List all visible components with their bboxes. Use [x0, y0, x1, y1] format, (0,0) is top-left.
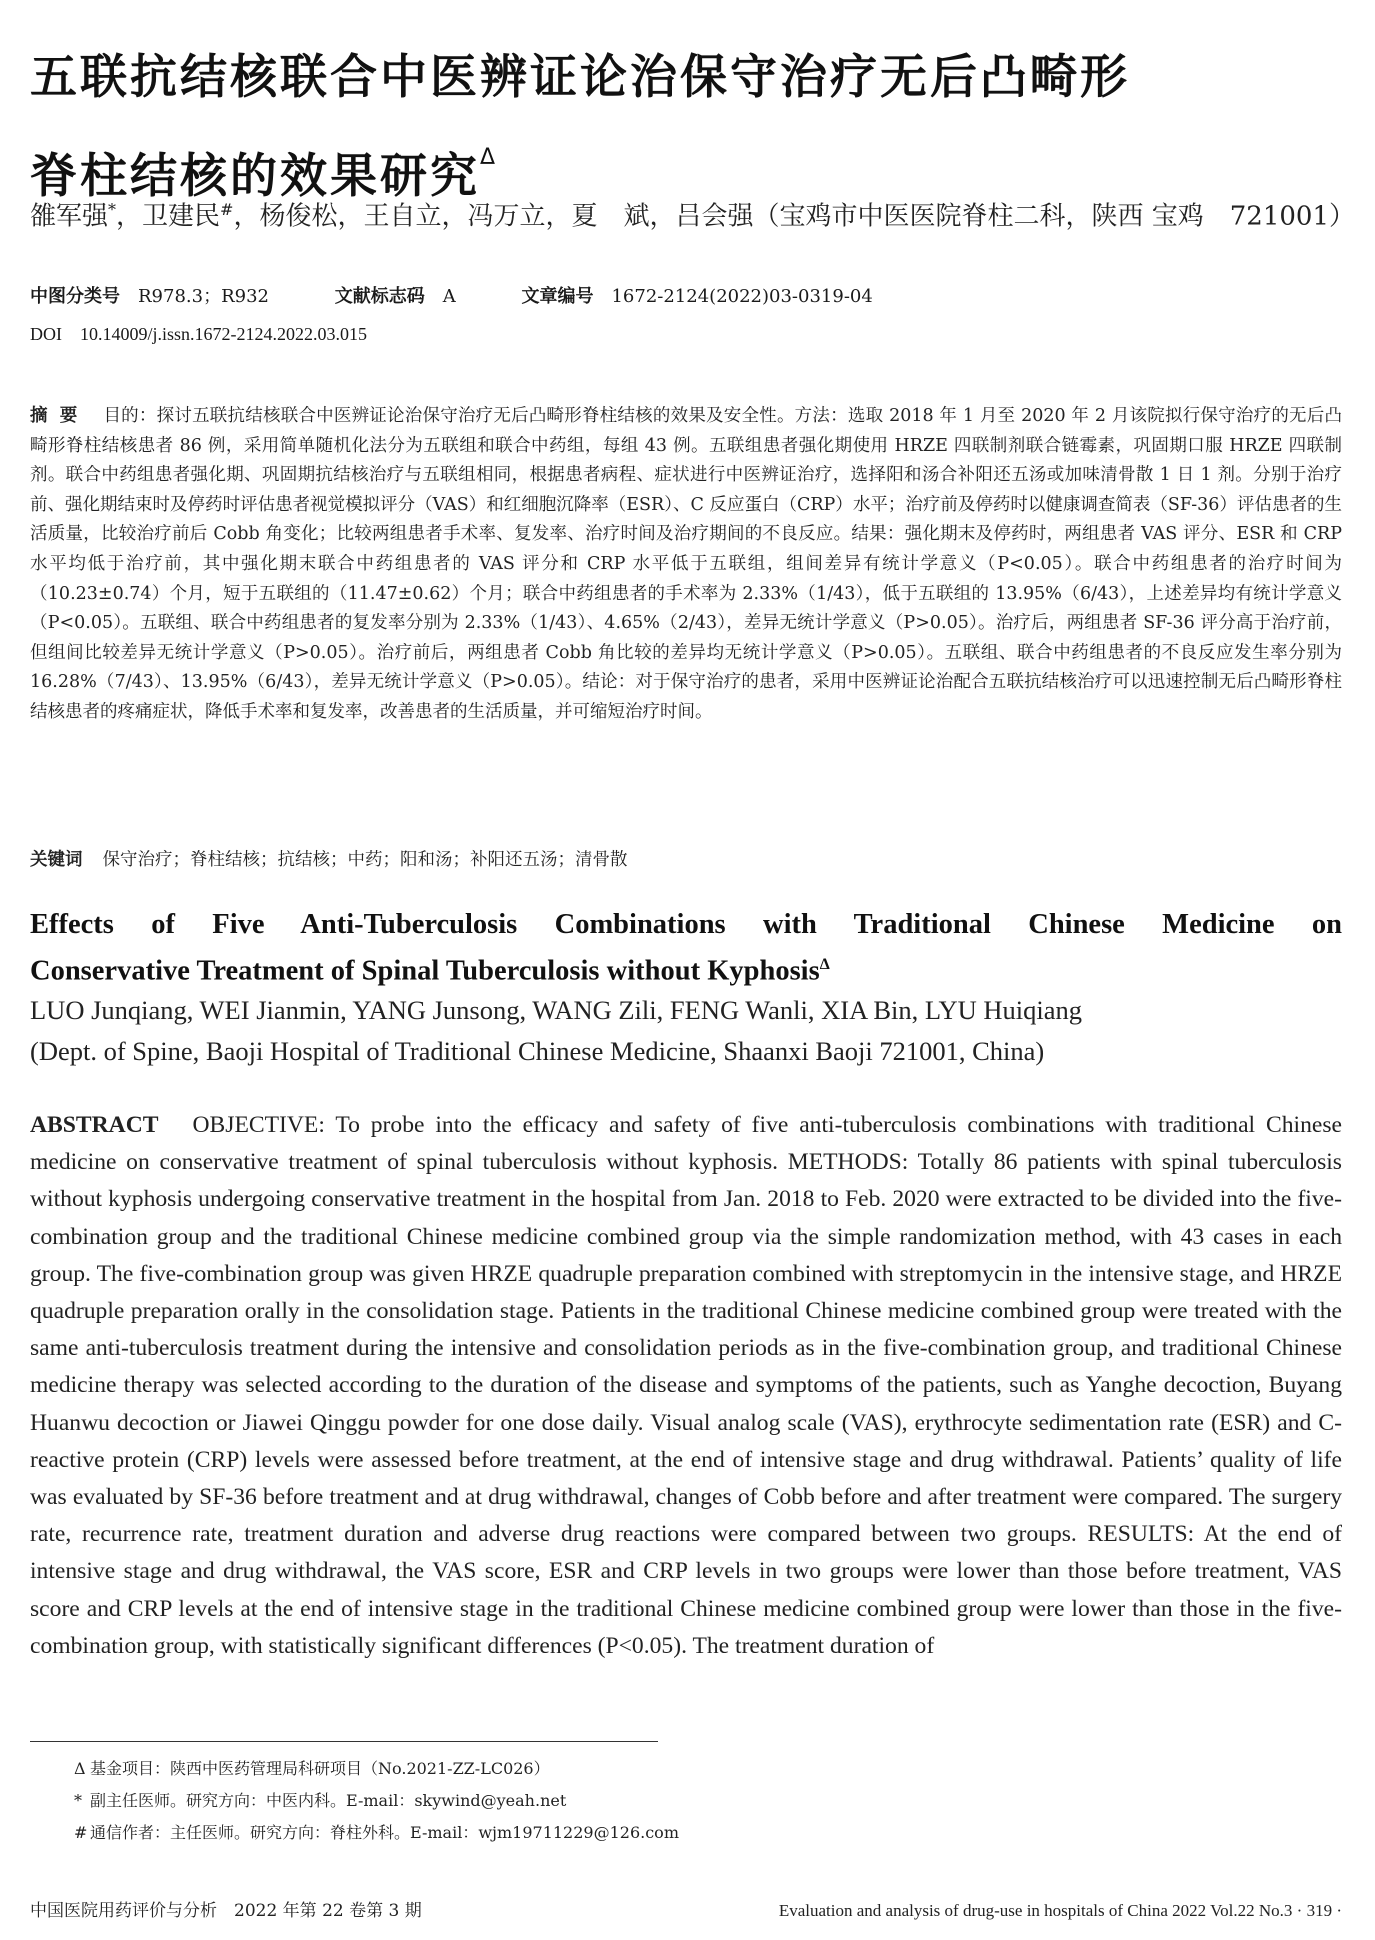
keyword: ； 补阳还五汤	[453, 850, 558, 870]
author-1-mark: *	[108, 200, 117, 219]
author-2-mark: #	[220, 200, 234, 219]
journal-name-english: Evaluation and analysis of drug-use in hospitals of China 2022 Vol.22 No.3 · 319 ·	[778, 1901, 1342, 1920]
chinese-authors: 雒军强*，卫建民#，杨俊松，王自立，冯万立，夏 斌，吕会强（宝鸡市中医医院脊柱二科，陕西 宝鸡 721001）	[30, 200, 1355, 232]
keyword: 保守治疗	[102, 850, 173, 870]
author-1: 雒军强	[30, 201, 109, 232]
footnote-text: 基金项目：陕西中医药管理局科研项目（No.2021-ZZ-LC026）	[90, 1759, 550, 1778]
journal-name-chinese: 中国医院用药评价与分析 2022 年第 22 卷第 3 期	[30, 1901, 422, 1921]
doi-value: 10.14009/j.issn.1672-2124.2022.03.015	[80, 324, 368, 344]
clc-label: 中图分类号	[30, 286, 120, 307]
footnote-divider	[30, 1741, 658, 1742]
english-funding-mark: Δ	[819, 956, 830, 973]
footnote-first-author	[74, 1785, 679, 1817]
keyword: ； 抗结核	[260, 850, 330, 870]
footnote-mark: #	[74, 1823, 88, 1842]
chinese-abstract	[30, 402, 1342, 728]
doc-code-label: 文献标志码	[334, 286, 425, 307]
doc-code-value: A	[442, 286, 456, 307]
keywords-label: 关键词	[30, 850, 83, 870]
footnote-text: 通信作者：主任医师。研究方向：脊柱外科。E-mail：wjm19711229@126.com	[90, 1823, 679, 1842]
other-authors: ，杨俊松，王自立，冯万立，夏 斌，吕会强	[233, 201, 754, 232]
footnote-corresponding-author	[74, 1817, 679, 1849]
english-abstract-text: OBJECTIVE: To probe into the efficacy and safety of five anti-tuberculosis combinations with traditional Chinese medicine on conservative treatment of spinal tuberculosis without kyphosis. METHODS: Totally 86 patients with spinal tuberculosis without kyphosis undergoing conservative treatment in the hospital from Jan. 2018 to Feb. 2020 were extracted to be divided into the five-combination group and the traditional Chinese medicine combined group via the simple randomization method, with 43 cases in each group. The five-combination group was given HRZE quadruple preparation combined with streptomycin in the intensive stage, and HRZE quadruple preparation orally in the consolidation stage. Patients in the traditional Chinese medicine combined group were treated with the same anti-tuberculosis treatment during the intensive and consolidation periods as in the five-combination group, and traditional Chinese medicine therapy was selected according to the duration of the disease and symptoms of the patients, such as Yanghe decoction, Buyang Huanwu decoction or Jiawei Qinggu powder for one dose daily. Visual analog scale (VAS), erythrocyte sedimentation rate (ESR) and C-reactive protein (CRP) levels were assessed before treatment, at the end of intensive stage and drug withdrawal. Patients’ quality of life was evaluated by SF-36 before treatment and at drug withdrawal, changes of Cobb before and after treatment were compared. The surgery rate, recurrence rate, treatment duration and adverse drug reactions were compared between two groups. RESULTS: At the end of intensive stage and drug withdrawal, the VAS score, ESR and CRP levels in two groups were lower than those before treatment, VAS score and CRP levels at the end of intensive stage in the traditional Chinese medicine combined group were lower than those in the five-combination group, with statistically significant differences (P<0.05). The treatment duration of	[30, 1112, 1342, 1659]
author-2: 卫建民	[142, 201, 221, 232]
article-no-label: 文章编号	[521, 286, 594, 307]
chinese-abstract-label: 摘要	[30, 406, 90, 426]
keyword: ； 阳和汤	[383, 850, 453, 870]
clc-value: R978.3；R932	[138, 286, 269, 307]
english-title	[30, 905, 1342, 992]
english-abstract	[30, 1107, 1342, 1665]
footnote-funding	[74, 1753, 679, 1785]
keyword: ； 中药	[330, 850, 383, 870]
chinese-title-line-1: 五联抗结核联合中医辨证论治保守治疗无后凸畸形	[30, 50, 1130, 105]
classification-line	[30, 283, 933, 311]
english-authors: LUO Junqiang, WEI Jianmin, YANG Junsong, WANG Zili, FENG Wanli, XIA Bin, LYU Huiqiang	[30, 995, 1082, 1025]
chinese-title-line-2: 脊柱结核的效果研究	[30, 149, 480, 204]
footnote-mark: *	[74, 1791, 82, 1810]
article-no-value: 1672-2124(2022)03-0319-04	[611, 286, 873, 307]
english-title-line-1: Effects of Five Anti-Tuberculosis Combinations with Traditional Chinese Medicine on	[30, 909, 1342, 940]
english-abstract-label: ABSTRACT	[30, 1112, 159, 1138]
chinese-abstract-text: 目的：探讨五联抗结核联合中医辨证论治保守治疗无后凸畸形脊柱结核的效果及安全性。方法：选取 2018 年 1 月至 2020 年 2 月该院拟行保守治疗的无后凸畸形脊柱结核患者 86 例，采用简单随机化法分为五联组和联合中药组，每组 43 例。五联组患者强化期使用 HRZE 四联制剂联合链霉素，巩固期口服 HRZE 四联制剂。联合中药组患者强化期、巩固期抗结核治疗与五联组相同，根据患者病程、症状进行中医辨证治疗，选择阳和汤合补阳还五汤或加味清骨散 1 日 1 剂。分别于治疗前、强化期结束时及停药时评估患者视觉模拟评分（VAS）和红细胞沉降率（ESR）、C 反应蛋白（CRP）水平；治疗前及停药时以健康调查简表（SF-36）评估患者的生活质量，比较治疗前后 Cobb 角变化；比较两组患者手术率、复发率、治疗时间及治疗期间的不良反应。结果：强化期末及停药时，两组患者 VAS 评分、ESR 和 CRP 水平均低于治疗前，其中强化期末联合中药组患者的 VAS 评分和 CRP 水平低于五联组，组间差异有统计学意义（P<0.05）。联合中药组患者的治疗时间为（10.23±0.74）个月，短于五联组的（11.47±0.62）个月；联合中药组患者的手术率为 2.33%（1/43），低于五联组的 13.95%（6/43），上述差异均有统计学意义（P<0.05）。五联组、联合中药组患者的复发率分别为 2.33%（1/43）、4.65%（2/43），差异无统计学意义（P>0.05）。治疗后，两组患者 SF-36 评分高于治疗前，但组间比较差异无统计学意义（P>0.05）。治疗前后，两组患者 Cobb 角比较的差异均无统计学意义（P>0.05）。五联组、联合中药组患者的不良反应发生率分别为 16.28%（7/43）、13.95%（6/43），差异无统计学意义（P>0.05）。结论：对于保守治疗的患者，采用中医辨证论治配合五联抗结核治疗可以迅速控制无后凸畸形脊柱结核患者的疼痛症状，降低手术率和复发率，改善患者的生活质量，并可缩短治疗时间。	[30, 406, 1342, 722]
keyword: ； 清骨散	[558, 850, 628, 870]
doi-label: DOI	[30, 324, 62, 344]
chinese-affiliation: （宝鸡市中医医院脊柱二科，陕西 宝鸡 721001）	[753, 201, 1355, 232]
chinese-keywords	[30, 845, 628, 875]
funding-mark: Δ	[480, 145, 496, 170]
doi-line	[30, 320, 367, 348]
footnote-text: 副主任医师。研究方向：中医内科。E-mail：skywind@yeah.net	[90, 1791, 567, 1810]
english-title-line-2: Conservative Treatment of Spinal Tuberculosis without Kyphosis	[30, 955, 820, 987]
english-affiliation: (Dept. of Spine, Baoji Hospital of Traditional Chinese Medicine, Shaanxi Baoji 721001, China)	[30, 1036, 1045, 1066]
footnote-mark: Δ	[74, 1759, 86, 1778]
page-footer	[30, 1898, 1342, 1924]
footnotes	[74, 1753, 679, 1849]
keyword: ； 脊柱结核	[173, 850, 261, 870]
